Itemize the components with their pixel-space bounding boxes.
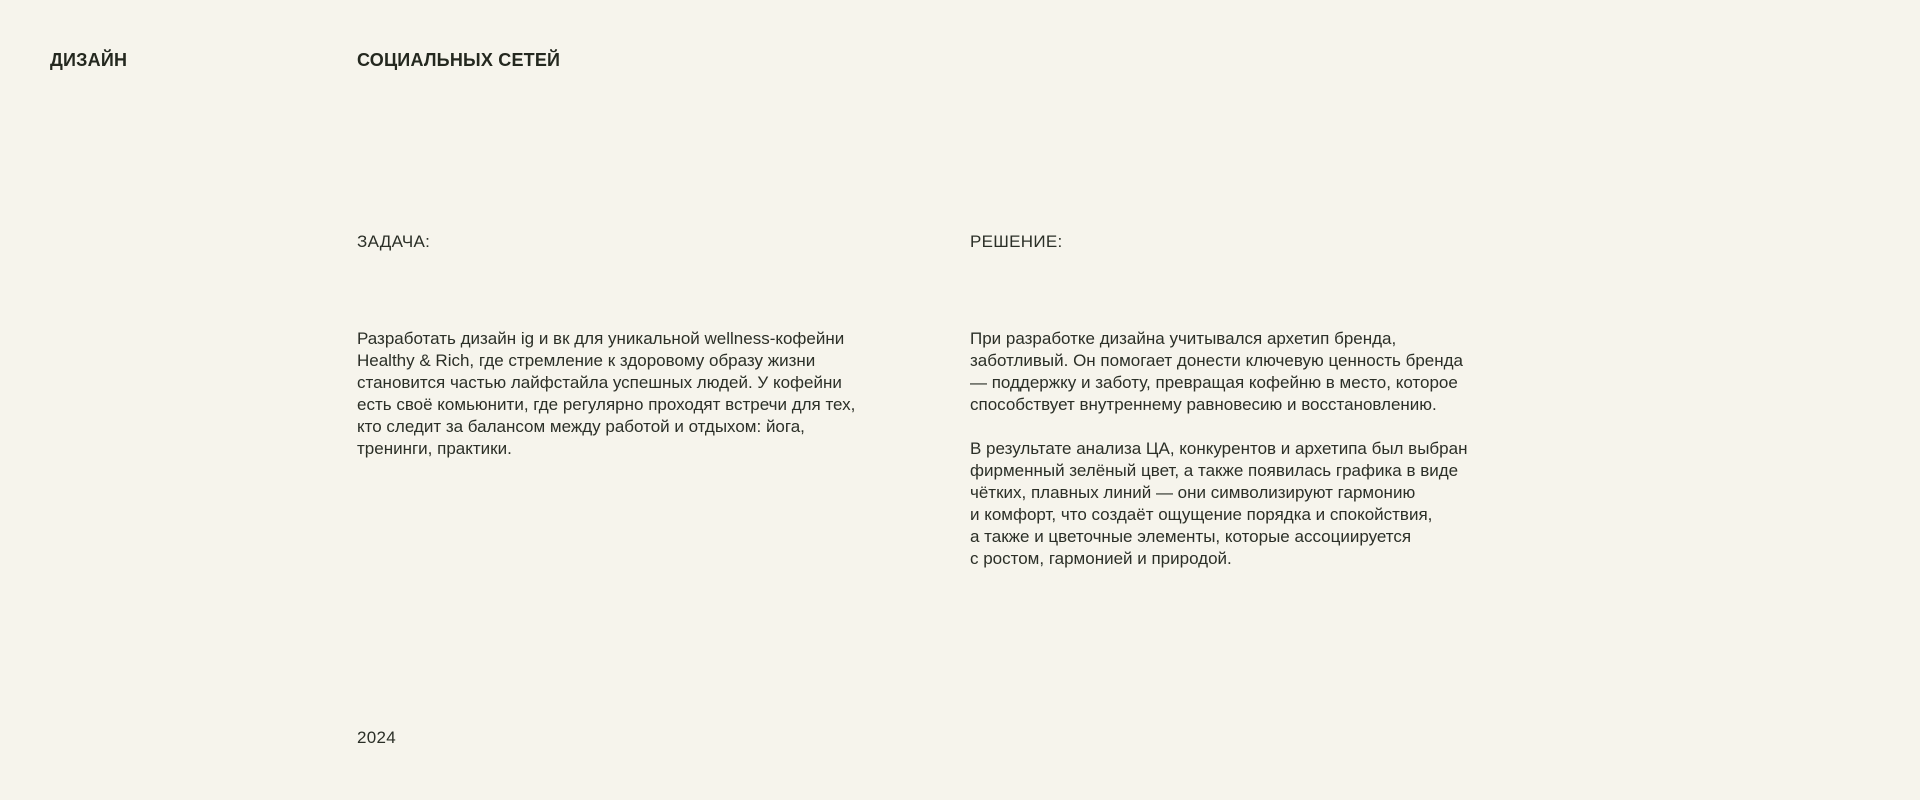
solution-description [970,328,1467,570]
solution-line: фирменный зелёный цвет, а также появилась графика в виде [970,461,1459,480]
solution-line: — поддержку и заботу, превращая кофейню в место, которое [970,373,1458,392]
solution-line: При разработке дизайна учитывался архетип бренда, [970,329,1397,348]
solution-heading: РЕШЕНИЕ: [970,232,1063,251]
solution-line: способствует внутреннему равновесию и восстановлению. [970,395,1437,414]
solution-line: В результате анализа ЦА, конкурентов и архетипа был выбран [970,439,1468,458]
solution-line: и комфорт, что создаёт ощущение порядка и спокойствия, [970,505,1433,524]
page-title-right: СОЦИАЛЬНЫХ СЕТЕЙ [357,50,561,70]
solution-line: а также и цветочные элементы, которые ассоциируется [970,527,1412,546]
task-line: Healthy & Rich, где стремление к здоровому образу жизни [357,351,816,370]
task-line: становится частью лайфстайла успешных людей. У кофейни [357,373,842,392]
task-heading: ЗАДАЧА: [357,232,431,251]
solution-line: чётких, плавных линий — они символизируют гармонию [970,483,1416,502]
paragraph-spacer [970,416,1467,438]
task-line: есть своё комьюнити, где регулярно проходят встречи для тех, [357,395,856,414]
task-line: Разработать дизайн ig и вк для уникальной wellness-кофейни [357,329,845,348]
task-description [357,328,855,460]
task-line: кто следит за балансом между работой и отдыхом: йога, [357,417,805,436]
solution-line: с ростом, гармонией и природой. [970,549,1232,568]
year-label: 2024 [357,728,397,747]
solution-line: заботливый. Он помогает донести ключевую ценность бренда [970,351,1463,370]
page-title-left: ДИЗАЙН [50,50,128,70]
task-line: тренинги, практики. [357,439,512,458]
